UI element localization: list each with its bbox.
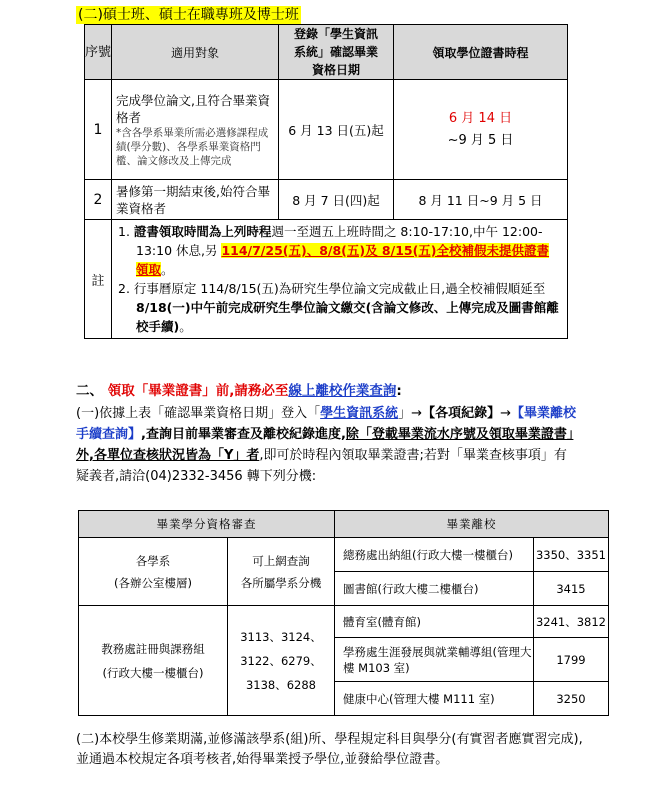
header-date: 登錄「學生資訊 系統」確認畢業 資格日期 [279, 25, 394, 80]
unit-cell: 學務處生涯發展與就業輔導組(管理大樓 M103 室) [335, 638, 534, 682]
ext-cell: 3241、3812 [534, 606, 609, 638]
table-header-row [85, 25, 568, 80]
row2-date: 8 月 7 日(四)起 [279, 180, 394, 220]
row1-receive: 6 月 14 日 ~9 月 5 日 [394, 80, 568, 180]
row1-no: 1 [85, 80, 112, 180]
unit-cell: 健康中心(管理大樓 M111 室) [335, 682, 534, 716]
ext-cell: 3350、3351 [534, 538, 609, 572]
unit-cell: 總務處出納組(行政大樓一樓櫃台) [335, 538, 534, 572]
header-no: 序號 [85, 25, 112, 80]
table-row [79, 538, 609, 572]
note-content [112, 220, 568, 339]
header-credit-review: 畢業學分資格審查 [79, 511, 335, 538]
note-2: 2. 行事曆原定 114/8/15(五)為研究生學位論文完成截止日,過全校補假順延至 8/18(一)中午前完成研究生學位論文繳交(含論文修改、上傳完成及圖書館離校手續)。 [118, 281, 559, 334]
note-label: 註 [85, 220, 112, 339]
table-header-row [79, 511, 609, 538]
row2-receive: 8 月 11 日~9 月 5 日 [394, 180, 568, 220]
section2-heading: 二、 領取「畢業證書」前,請務必至線上離校作業查詢: [76, 383, 402, 399]
row2-target: 暑修第一期結束後,始符合畢業資格者 [112, 180, 279, 220]
ext-cell: 3415 [534, 572, 609, 606]
ext-cell: 1799 [534, 638, 609, 682]
unit-cell: 體育室(體育館) [335, 606, 534, 638]
note-row [85, 220, 568, 339]
section-title: (二)碩士班、碩士在職專班及博士班 [78, 7, 299, 23]
unit-cell: 圖書館(行政大樓二樓櫃台) [335, 572, 534, 606]
header-target: 適用對象 [112, 25, 279, 80]
schedule-table [84, 24, 568, 339]
instruction-paragraph: (一)依據上表「確認畢業資格日期」登入「學生資訊系統」→【各項紀錄】→【畢業離校手續查詢】,查詢目前畢業審查及離校紀錄進度,除「登載畢業流水序號及領取畢業證書」外,各單位查核狀況皆為「Y」者,即可於時程內領取畢業證書;若對「畢業查核事項」有疑義者,請洽(04)2332-3456 轉下列分機: [76, 406, 577, 484]
row2-no: 2 [85, 180, 112, 220]
header-graduation-leave: 畢業離校 [335, 511, 609, 538]
row1-date: 6 月 13 日(五)起 [279, 80, 394, 180]
dept-cell: 各學系 (各辦公室樓層) [79, 538, 228, 606]
registrar-ext-cell: 3113、3124、 3122、6279、 3138、6288 [228, 606, 335, 716]
header-receive: 領取學位證書時程 [394, 25, 568, 80]
registrar-cell: 教務處註冊與課務組 (行政大樓一樓櫃台) [79, 606, 228, 716]
student-system-link[interactable]: 學生資訊系統 [320, 406, 399, 421]
note-1: 1. 證書領取時間為上列時程週一至週五上班時間之 8:10-17:10,中午 12:00-13:10 休息,另 114/7/25(五)、8/8(五)及 8/15(五)全校補假未提供證書領取。 [118, 224, 550, 277]
table-row [85, 180, 568, 220]
extension-table [78, 510, 609, 716]
row1-target: 完成學位論文,且符合畢業資格者 *含各學系畢業所需必選修課程成績(學分數)、各學系畢業資格門檻、論文修改及上傳完成 [112, 80, 279, 180]
table-row [85, 80, 568, 180]
dept-ext-cell: 可上網查詢 各所屬學系分機 [228, 538, 335, 606]
ext-cell: 3250 [534, 682, 609, 716]
table-row [79, 606, 609, 638]
degree-paragraph: (二)本校學生修業期滿,並修滿該學系(組)所、學程規定科目與學分(有實習者應實習完成),並通過本校規定各項考核者,始得畢業授予學位,並發給學位證書。 [76, 732, 583, 767]
